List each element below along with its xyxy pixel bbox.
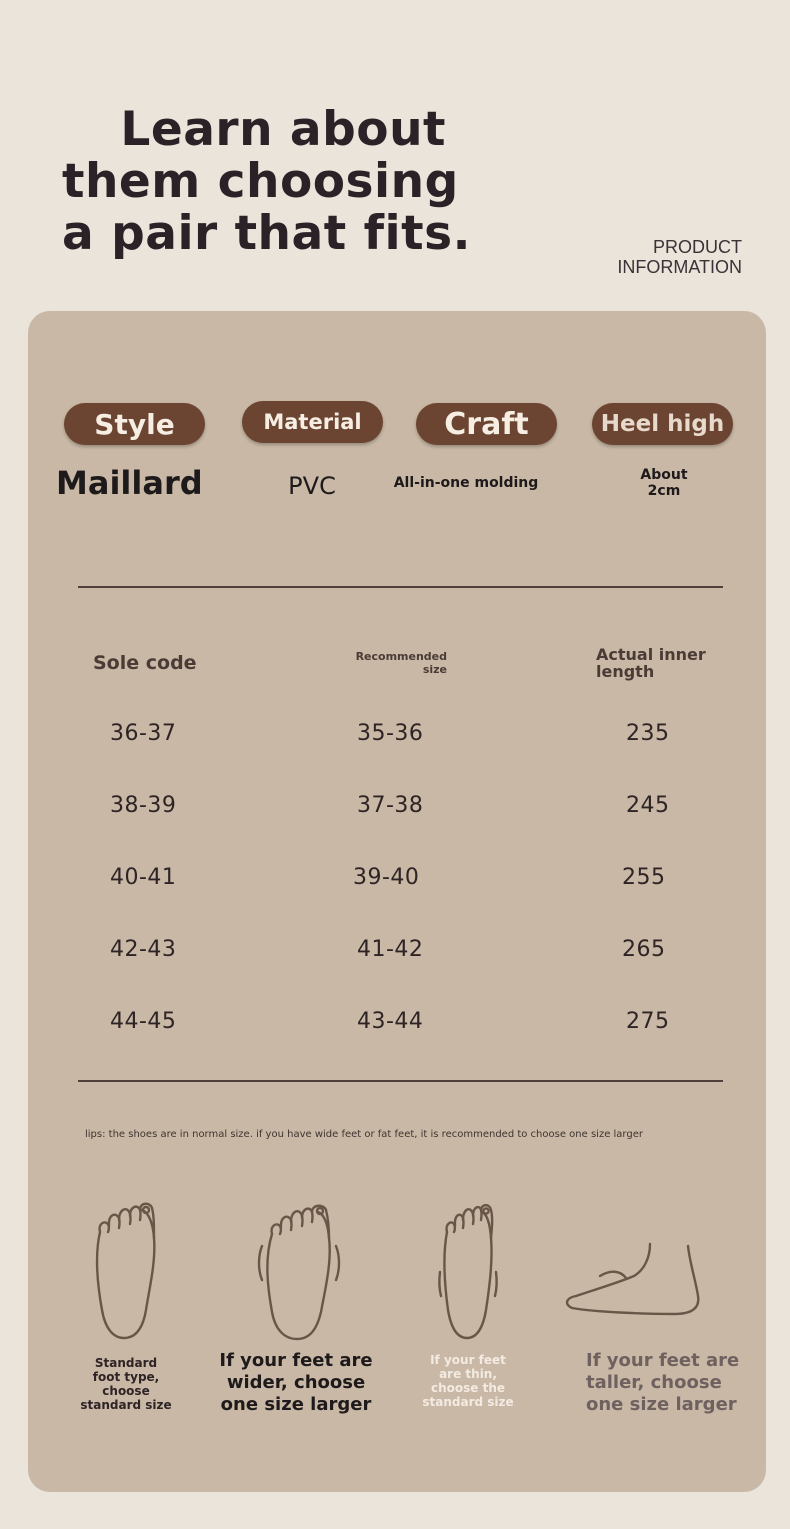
tall-foot-caption (586, 1350, 748, 1416)
inner-length-cell: 255 (622, 865, 666, 890)
material-value: PVC (288, 472, 336, 500)
sole-code-cell: 42-43 (110, 937, 177, 962)
header-recommended-line-2: size (422, 663, 447, 676)
craft-label: Craft (444, 406, 529, 442)
header-inner-line-2: length (596, 662, 655, 681)
wide-foot-icon (254, 1198, 344, 1344)
wide-caption-line-1: If your feet are (219, 1350, 373, 1371)
recommended-size-cell: 35-36 (357, 721, 424, 746)
header-sole-code: Sole code (93, 652, 197, 674)
inner-length-cell: 265 (622, 937, 666, 962)
material-label: Material (263, 410, 362, 434)
tall-foot-side-icon (564, 1240, 704, 1320)
thin-caption-line-3: choose the (430, 1381, 506, 1395)
standard-foot-caption (66, 1356, 186, 1412)
style-label: Style (94, 407, 175, 441)
tall-caption-line-1: If your feet are (586, 1350, 740, 1371)
standard-caption-line-3: choose (102, 1384, 150, 1398)
sizing-tip: lips: the shoes are in normal size. if you have wide feet or fat feet, it is recommended to choose one size larger (85, 1129, 643, 1140)
tall-caption-line-3: one size larger (586, 1394, 737, 1415)
inner-length-cell: 245 (626, 793, 670, 818)
material-pill (242, 401, 383, 443)
standard-caption-line-4: standard size (80, 1398, 172, 1412)
standard-caption-line-2: foot type, (92, 1370, 160, 1384)
craft-pill (416, 403, 557, 445)
headline-line-3: a pair that fits. (62, 206, 471, 261)
sole-code-cell: 40-41 (110, 865, 177, 890)
headline-line-2: them choosing (62, 154, 459, 209)
header-actual-inner-length (596, 646, 706, 680)
inner-length-cell: 275 (626, 1009, 670, 1034)
headline (62, 102, 471, 261)
wide-caption-line-2: wider, choose (226, 1372, 366, 1393)
inner-length-cell: 235 (626, 721, 670, 746)
thin-foot-caption (418, 1353, 518, 1409)
heel-high-value (614, 467, 714, 499)
recommended-size-cell: 41-42 (357, 937, 424, 962)
thin-foot-icon (433, 1200, 503, 1344)
style-value: Maillard (56, 464, 203, 502)
header-inner-line-1: Actual inner (596, 645, 706, 664)
headline-line-1: Learn about (120, 102, 446, 157)
craft-value: All-in-one molding (393, 475, 539, 491)
heel-high-label: Heel high (600, 411, 725, 437)
sole-code-cell: 38-39 (110, 793, 177, 818)
product-information-label (617, 237, 742, 277)
sole-code-cell: 36-37 (110, 721, 177, 746)
recommended-size-cell: 43-44 (357, 1009, 424, 1034)
tall-caption-line-2: taller, choose (586, 1372, 722, 1393)
heel-high-value-line-1: About (640, 467, 688, 483)
wide-foot-caption (214, 1350, 378, 1416)
product-info-line-2: INFORMATION (617, 257, 742, 277)
thin-caption-line-1: If your feet (430, 1353, 506, 1367)
heel-high-value-line-2: 2cm (647, 483, 681, 499)
thin-caption-line-2: are thin, (439, 1367, 497, 1381)
header-recommended-line-1: Recommended (355, 650, 447, 663)
standard-caption-line-1: Standard (94, 1356, 158, 1370)
product-info-line-1: PRODUCT (653, 237, 742, 257)
heel-high-pill (592, 403, 733, 445)
header-recommended-size (352, 650, 447, 676)
standard-foot-icon (88, 1198, 164, 1344)
style-pill (64, 403, 205, 445)
recommended-size-cell: 37-38 (357, 793, 424, 818)
wide-caption-line-3: one size larger (220, 1394, 372, 1415)
thin-caption-line-4: standard size (422, 1395, 514, 1409)
sole-code-cell: 44-45 (110, 1009, 177, 1034)
table-top-divider (78, 586, 723, 588)
recommended-size-cell: 39-40 (353, 865, 420, 890)
table-bottom-divider (78, 1080, 723, 1082)
